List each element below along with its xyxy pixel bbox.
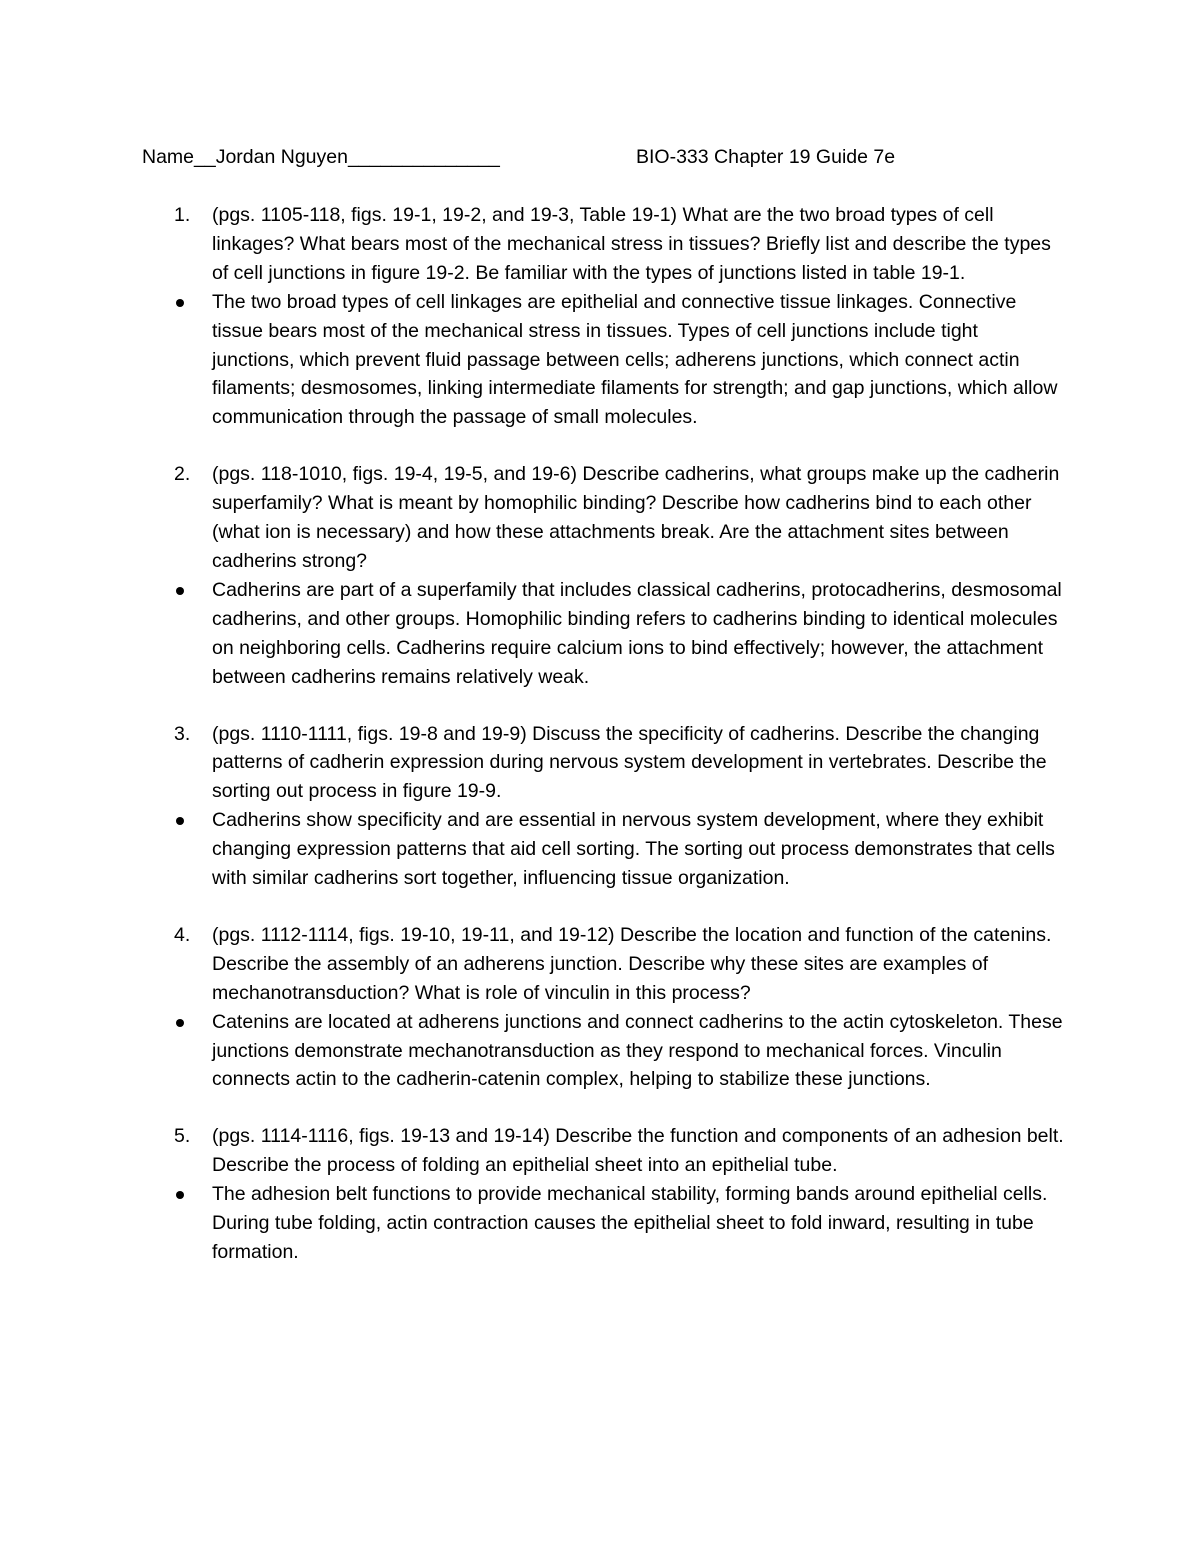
question-text: (pgs. 1110-1111, figs. 19-8 and 19-9) Discuss the specificity of cadherins. Describe the changing patterns of cadherin expression during nervous system development in vertebrates. Describe the sorting out process in figure 19-9. [212, 722, 1047, 803]
student-name-line: Name__Jordan Nguyen______________ [142, 146, 500, 168]
question-item-4 [0, 921, 1200, 1094]
question-number: 4. [174, 923, 191, 946]
answer-text: The two broad types of cell linkages are epithelial and connective tissue linkages. Connective tissue bears most of the mechanical stress in tissues. Types of cell junctions include tight junctions, which prevent fluid passage between cells; adherens junctions, which connect actin filaments; desmosomes, linking intermediate filaments for strength; and gap junctions, which allow communication through the passage of small molecules. [212, 290, 1058, 429]
question-number: 1. [174, 204, 191, 226]
answer-text: Catenins are located at adherens junctions and connect cadherins to the actin cytoskeleton. These junctions demonstrate mechanotransduction as they respond to mechanical forces. Vinculin connects actin to the cadherin-catenin complex, helping to stabilize these junctions. [212, 1010, 1063, 1091]
answer-bullet [0, 576, 1064, 692]
question-item-1 [0, 201, 1200, 432]
answer-text: The adhesion belt functions to provide mechanical stability, forming bands around epithelial cells. During tube folding, actin contraction causes the epithelial sheet to fold inward, resulting in tube formation. [212, 1183, 1048, 1263]
bullet-icon [176, 1191, 184, 1199]
answer-bullet [0, 288, 1064, 433]
bullet-icon [176, 817, 184, 825]
question-item-3 [0, 720, 1200, 893]
question-item-5 [0, 1122, 1200, 1267]
question-number: 2. [174, 463, 191, 486]
course-title: BIO-333 Chapter 19 Guide 7e [636, 146, 896, 168]
question-text: (pgs. 118-1010, figs. 19-4, 19-5, and 19-6) Describe cadherins, what groups make up the cadherin superfamily? What is meant by homophilic binding? Describe how cadherins bind to each other (what ion is necessary) and how these attachments break. Are the attachment sites between cadherins strong? [212, 463, 1060, 572]
answer-text: Cadherins are part of a superfamily that includes classical cadherins, protocadherins, desmosomal cadherins, and other groups. Homophilic binding refers to cadherins binding to identical molecules on neighboring cells. Cadherins require calcium ions to bind effectively; however, the attachment between cadherins remains relatively weak. [212, 578, 1062, 688]
question-number: 3. [174, 722, 191, 745]
bullet-icon [176, 1019, 184, 1027]
answer-bullet [0, 1008, 1064, 1095]
question-prompt [0, 921, 1064, 1008]
answer-text: Cadherins show specificity and are essential in nervous system development, where they exhibit changing expression patterns that aid cell sorting. The sorting out process demonstrates that cells with similar cadherins sort together, influencing tissue organization. [212, 809, 1055, 890]
question-number: 5. [174, 1125, 191, 1148]
question-text: (pgs. 1112-1114, figs. 19-10, 19-11, and 19-12) Describe the location and function of the catenins. Describe the assembly of an adherens junction. Describe why these sites are examples of mechanotransduction? What is role of vinculin in this process? [212, 923, 1052, 1004]
bullet-icon [176, 299, 184, 307]
answer-bullet [0, 806, 1064, 893]
question-text: (pgs. 1105-118, figs. 19-1, 19-2, and 19-3, Table 19-1) What are the two broad types of cell linkages? What bears most of the mechanical stress in tissues? Briefly list and describe the types of cell junctions in figure 19-2. Be familiar with the types of junctions listed in table 19-1. [212, 204, 1051, 284]
question-prompt [0, 1122, 1064, 1180]
answer-bullet [0, 1180, 1064, 1267]
question-text: (pgs. 1114-1116, figs. 19-13 and 19-14) Describe the function and components of an adhesion belt. Describe the process of folding an epithelial sheet into an epithelial tube. [212, 1125, 1064, 1177]
bullet-icon [176, 587, 184, 595]
question-item-2 [0, 460, 1200, 691]
question-prompt [0, 460, 1064, 576]
question-prompt [0, 720, 1064, 807]
question-list [0, 201, 1200, 1295]
question-prompt [0, 201, 1064, 288]
